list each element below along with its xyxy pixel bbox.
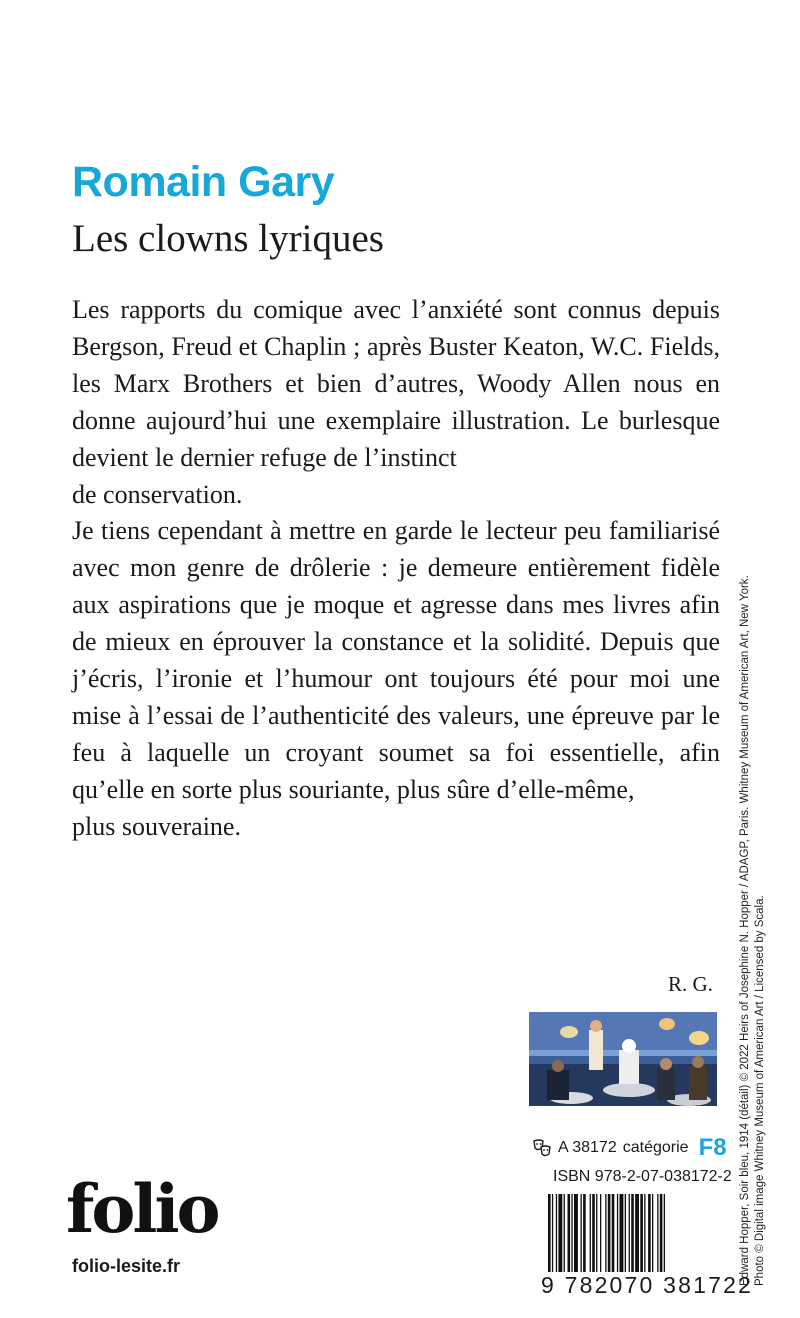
author-name: Romain Gary xyxy=(72,158,335,206)
blurb-paragraph-1-text: Les rapports du comique avec l’anxiété sont connus depuis Bergson, Freud et Chaplin ; après Buster Keaton, W.C. Fields, les Marx Brothers et bien d’autres, Woody Allen nous en donne aujourd’hui une exemplaire illustration. Le burlesque devient le dernier refuge de l’instinct xyxy=(72,295,720,472)
category-label: catégorie xyxy=(622,1139,689,1156)
blurb-paragraph-1 xyxy=(72,292,720,513)
catalog-line xyxy=(532,1134,727,1162)
painting-illustration xyxy=(529,1012,717,1106)
catalog-reference: A 38172 xyxy=(558,1139,617,1156)
signature: R. G. xyxy=(668,972,713,996)
two-masks-icon xyxy=(532,1138,552,1158)
book-title: Les clowns lyriques xyxy=(72,217,384,260)
folio-logo: folio xyxy=(66,1170,218,1248)
blurb-paragraph-2 xyxy=(72,513,720,845)
barcode xyxy=(548,1194,720,1272)
blurb-paragraph-2-end: plus souveraine. xyxy=(72,811,241,841)
barcode-digits: 9 782070 381722 xyxy=(541,1272,754,1298)
category-code: F8 xyxy=(698,1134,727,1161)
photo-credit-line-2: Photo © Digital image Whitney Museum of American Art / Licensed by Scala. xyxy=(754,895,766,1286)
blurb-paragraph-1-end: de conservation. xyxy=(72,479,243,509)
blurb xyxy=(72,292,720,846)
photo-credit-line-1: Edward Hopper, Soir bleu, 1914 (détail) © 2022 Heirs of Josephine N. Hopper / ADAGP, Paris. Whitney Museum of American Art, New York. xyxy=(739,575,751,1286)
publisher-website: folio-lesite.fr xyxy=(72,1256,181,1276)
cover-painting-thumbnail xyxy=(529,1012,717,1106)
photo-credit xyxy=(738,516,768,1286)
isbn: ISBN 978-2-07-038172-2 xyxy=(553,1168,732,1185)
blurb-paragraph-2-text: Je tiens cependant à mettre en garde le lecteur peu familiarisé avec mon genre de drôlerie : je demeure entièrement fidèle aux aspirations que je moque et agresse dans mes livres afin de mieux en éprouver la constance et la solidité. Depuis que j’écris, l’ironie et l’humour ont toujours été pour moi une mise à l’essai de l’authenticité des valeurs, une épreuve par le feu à laquelle un croyant soumet sa foi essentielle, afin qu’elle en sorte plus souriante, plus sûre d’elle-même, xyxy=(72,516,720,804)
